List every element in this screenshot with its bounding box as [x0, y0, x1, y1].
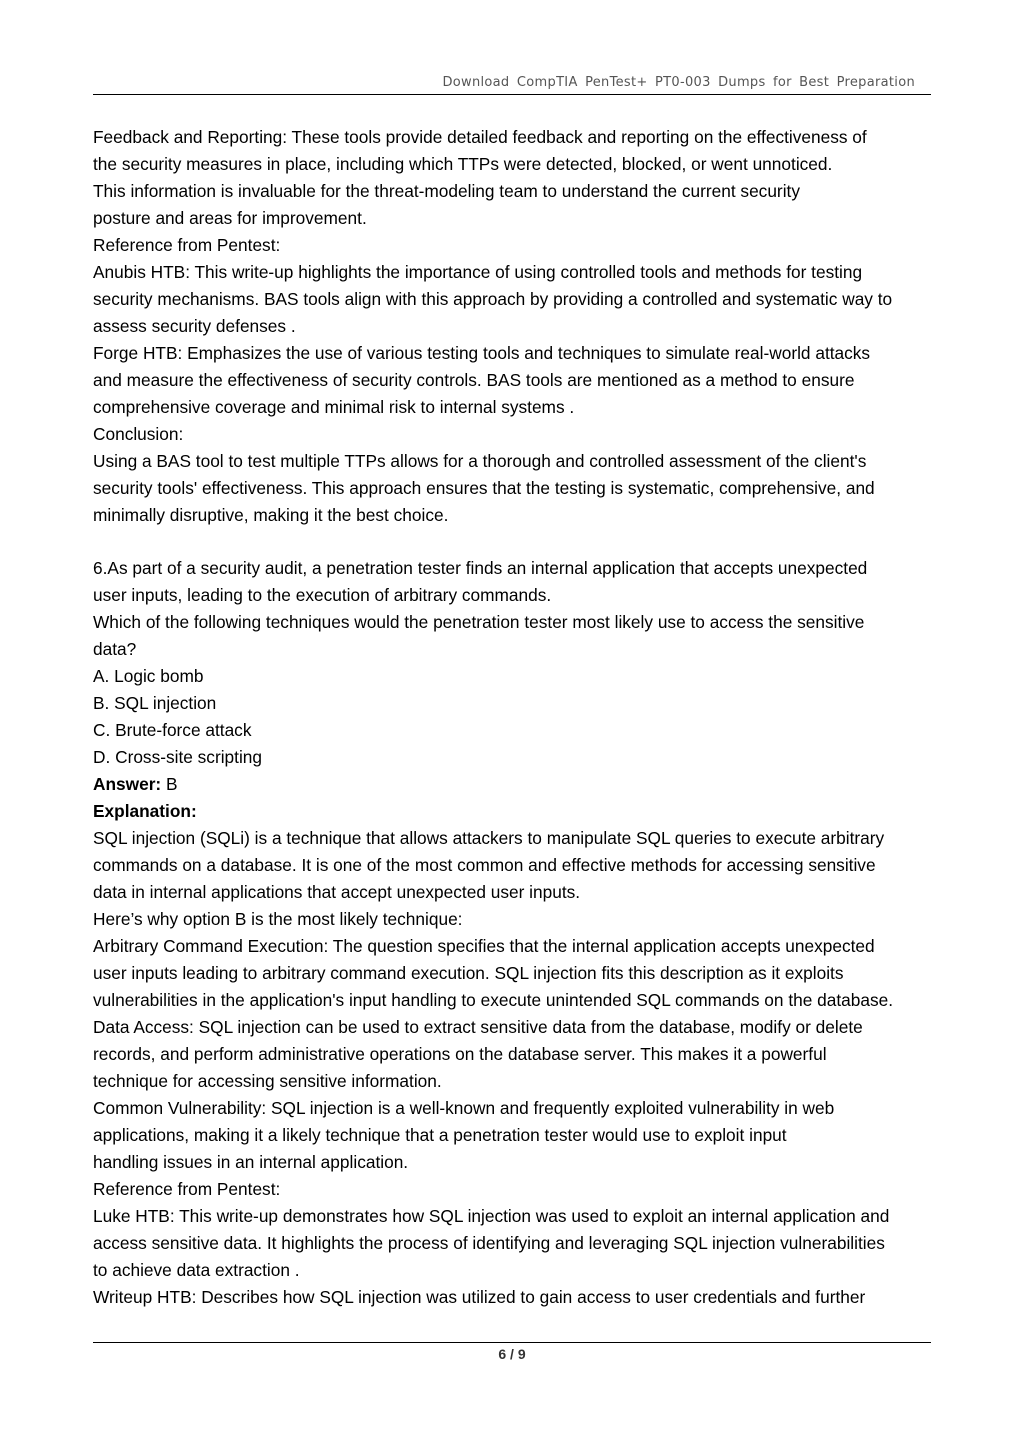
answer-value: B	[161, 774, 178, 794]
text-line: Feedback and Reporting: These tools provide detailed feedback and reporting on the effectiveness of	[93, 127, 867, 147]
text-line: the security measures in place, including which TTPs were detected, blocked, or went unnoticed.	[93, 154, 833, 174]
question-text: user inputs, leading to the execution of arbitrary commands.	[93, 585, 552, 605]
reference-section	[93, 1176, 943, 1311]
answer-label: Answer:	[93, 774, 162, 794]
conclusion-section	[93, 421, 943, 529]
text-line: Using a BAS tool to test multiple TTPs allows for a thorough and controlled assessment of the client's	[93, 451, 867, 471]
text-line: SQL injection (SQLi) is a technique that allows attackers to manipulate SQL queries to execute arbitrary	[93, 828, 885, 848]
text-line: to achieve data extraction .	[93, 1260, 300, 1280]
header-title: Download CompTIA PenTest+ PT0-003 Dumps for Best Preparation	[442, 75, 915, 90]
text-line: minimally disruptive, making it the best choice.	[93, 505, 449, 525]
reference-heading: Reference from Pentest:	[93, 235, 281, 255]
text-line: security mechanisms. BAS tools align with this approach by providing a controlled and systematic way to	[93, 289, 893, 309]
paragraph-spacer	[93, 529, 943, 555]
question-text: Which of the following techniques would the penetration tester most likely use to access the sensitive	[93, 612, 865, 632]
text-line: and measure the effectiveness of security controls. BAS tools are mentioned as a method to ensure	[93, 370, 855, 390]
text-line: Data Access: SQL injection can be used to extract sensitive data from the database, modify or delete	[93, 1017, 863, 1037]
text-line: This information is invaluable for the threat-modeling team to understand the current security	[93, 181, 800, 201]
text-line: posture and areas for improvement.	[93, 208, 367, 228]
text-line: handling issues in an internal application.	[93, 1152, 409, 1172]
text-line: Arbitrary Command Execution: The question specifies that the internal application accepts unexpected	[93, 936, 875, 956]
text-line: Here’s why option B is the most likely technique:	[93, 909, 463, 929]
text-line: user inputs leading to arbitrary command execution. SQL injection fits this description as it exploits	[93, 963, 844, 983]
page-header	[93, 72, 931, 95]
question-text: data?	[93, 639, 137, 659]
text-line: Luke HTB: This write-up demonstrates how SQL injection was used to exploit an internal application and	[93, 1206, 890, 1226]
explanation-label: Explanation:	[93, 801, 197, 821]
text-line: comprehensive coverage and minimal risk to internal systems .	[93, 397, 575, 417]
text-line: access sensitive data. It highlights the process of identifying and leveraging SQL injection vulnerabilities	[93, 1233, 885, 1253]
question-block	[93, 555, 943, 825]
text-line: Forge HTB: Emphasizes the use of various testing tools and techniques to simulate real-world attacks	[93, 343, 871, 363]
conclusion-heading: Conclusion:	[93, 424, 184, 444]
answer-option-d: D. Cross-site scripting	[93, 747, 263, 767]
text-line: Common Vulnerability: SQL injection is a well-known and frequently exploited vulnerability in web	[93, 1098, 835, 1118]
answer-option-b: B. SQL injection	[93, 693, 217, 713]
answer-option-a: A. Logic bomb	[93, 666, 204, 686]
text-line: records, and perform administrative operations on the database server. This makes it a powerful	[93, 1044, 827, 1064]
reference-heading: Reference from Pentest:	[93, 1179, 281, 1199]
text-line: commands on a database. It is one of the most common and effective methods for accessing sensitive	[93, 855, 876, 875]
text-line: assess security defenses .	[93, 316, 296, 336]
answer-line	[93, 771, 943, 798]
document-body	[93, 124, 943, 1311]
reference-section	[93, 232, 943, 421]
question-text: 6.As part of a security audit, a penetration tester finds an internal application that accepts unexpected	[93, 558, 868, 578]
footer-divider	[93, 1342, 931, 1343]
text-line: technique for accessing sensitive information.	[93, 1071, 442, 1091]
text-line: Anubis HTB: This write-up highlights the importance of using controlled tools and methods for testing	[93, 262, 863, 282]
text-line: data in internal applications that accept unexpected user inputs.	[93, 882, 581, 902]
answer-option-c: C. Brute-force attack	[93, 720, 252, 740]
text-line: applications, making it a likely technique that a penetration tester would use to exploit input	[93, 1125, 787, 1145]
text-line: vulnerabilities in the application's input handling to execute unintended SQL commands on the database.	[93, 990, 894, 1010]
text-line: Writeup HTB: Describes how SQL injection was utilized to gain access to user credentials and further	[93, 1287, 866, 1307]
page-number: 6 / 9	[498, 1346, 526, 1362]
feedback-paragraph	[93, 124, 943, 232]
explanation-section	[93, 825, 943, 1176]
text-line: security tools' effectiveness. This approach ensures that the testing is systematic, comprehensive, and	[93, 478, 875, 498]
